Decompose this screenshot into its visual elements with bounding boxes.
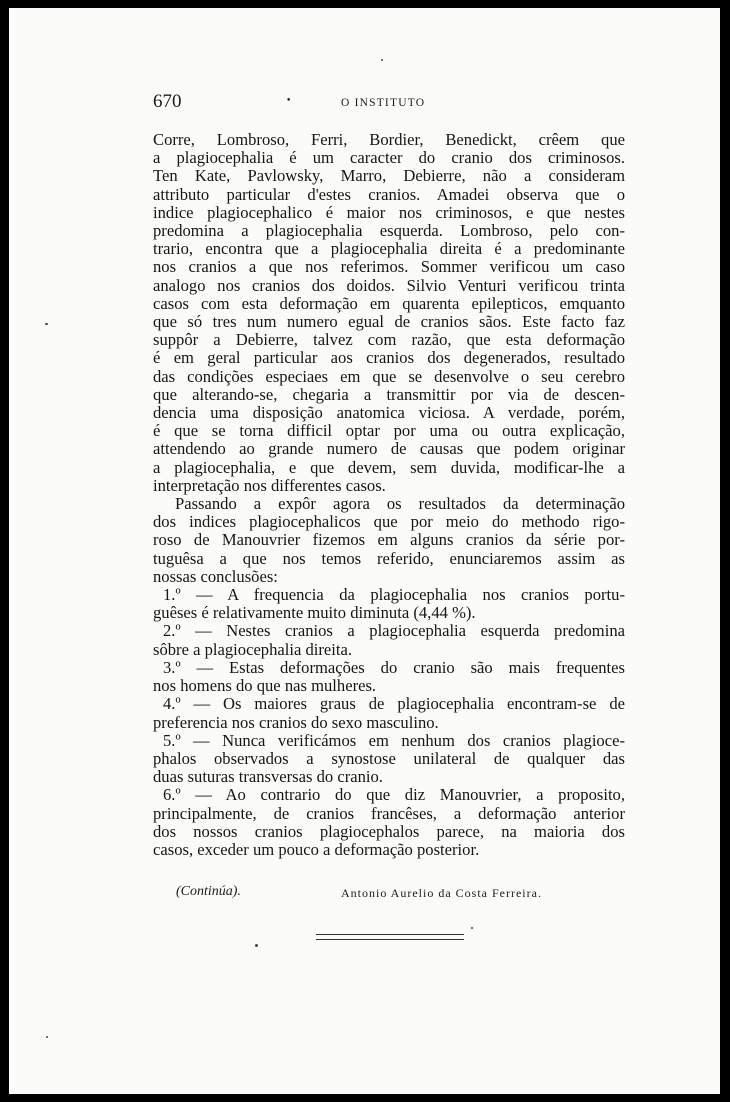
text-line: nos cranios a que nos referimos. Sommer verificou um caso — [153, 258, 625, 277]
text-line: 4.º — Os maiores graus de plagiocephalia encontram-se de — [163, 695, 625, 714]
text-line: sôbre a plagiocephalia direita. — [153, 640, 353, 659]
text-line: Corre, Lombroso, Ferri, Bordier, Benedickt, crêem que — [153, 131, 625, 149]
running-title: O INSTITUTO — [341, 97, 426, 109]
text-line: analogo nos cranios dos doidos. Silvio Venturi verificou trinta — [153, 276, 625, 295]
header-dot: • — [286, 96, 292, 106]
author-signature: Antonio Aurelio da Costa Ferreira. — [341, 886, 542, 900]
text-line: trario, encontra que a plagiocephalia direita é a predominante — [153, 240, 625, 259]
body-text — [153, 131, 625, 859]
text-line: predomina a plagiocephalia esquerda. Lombroso, pelo con- — [153, 222, 625, 241]
continua-note: (Continúa). — [176, 884, 241, 899]
text-line: duas suturas transversas do cranio. — [153, 768, 383, 787]
text-line: das condições especiaes em que se desenvolve o seu cerebro — [153, 367, 625, 386]
text-line: a plagiocephalia, e que devem, sem duvida, modificar-lhe a — [153, 458, 625, 477]
text-line: dencia uma disposição anatomica viciosa. A verdade, porém, — [153, 404, 625, 423]
text-line: a plagiocephalia é um caracter do cranio dos criminosos. — [153, 149, 625, 168]
end-rule — [316, 934, 464, 940]
text-line: Ten Kate, Pavlowsky, Marro, Debierre, não a consideram — [153, 167, 625, 186]
text-line: phalos observados a synostose unilateral de qualquer das — [153, 749, 625, 768]
text-line: nossas conclusões: — [153, 567, 278, 586]
text-line: dos indices plagiocephalicos que por meio do methodo rigo- — [153, 513, 625, 532]
text-line: preferencia nos cranios do sexo masculino. — [153, 713, 439, 732]
text-line: attendendo ao grande numero de causas que podem originar — [153, 440, 625, 459]
text-line: casos com esta deformação em quarenta epilepticos, emquanto — [153, 294, 625, 313]
text-line: Passando a expôr agora os resultados da determinação — [175, 495, 625, 514]
speck — [255, 944, 258, 947]
text-line: é em geral particular aos cranios dos degenerados, resultado — [153, 349, 625, 368]
text-line: dos nossos cranios plagiocephalos parece, na maioria dos — [153, 822, 625, 841]
text-line: tuguêsa a que nos temos referido, enunciaremos assim as — [153, 549, 625, 568]
speck — [381, 59, 383, 61]
page-header — [153, 91, 453, 115]
text-line: interpretação nos differentes casos. — [153, 476, 386, 495]
text-line: 2.º — Nestes cranios a plagiocephalia esquerda predomina — [163, 622, 625, 641]
speck — [45, 323, 48, 325]
text-line: 5.º — Nunca verificámos em nenhum dos cranios plagioce- — [163, 731, 625, 750]
text-line: guêses é relativamente muito diminuta (4,44 %). — [153, 604, 476, 623]
text-line: attributo particular d'estes cranios. Amadei observa que o — [153, 185, 625, 204]
text-line: 1.º — A frequencia da plagiocephalia nos cranios portu- — [163, 586, 625, 605]
text-line: principalmente, de cranios francêses, a deformação anterior — [153, 804, 625, 823]
text-line: que só tres num numero egual de cranios sãos. Este facto faz — [153, 313, 625, 332]
footer-line — [153, 884, 625, 904]
text-line: casos, exceder um pouco a deformação posterior. — [153, 840, 480, 859]
speck — [46, 1036, 48, 1038]
text-line: 3.º — Estas deformações do cranio são mais frequentes — [163, 658, 625, 677]
text-line: 6.º — Ao contrario do que diz Manouvrier, a proposito, — [163, 786, 625, 805]
text-line: nos homens do que nas mulheres. — [153, 677, 377, 696]
text-line: indice plagiocephalico é maior nos criminosos, e que nestes — [153, 203, 625, 222]
text-line: suppôr a Debierre, talvez com razão, que esta deformação — [153, 331, 625, 350]
text-line: que alterando-se, chegaria a transmittir por via de descen- — [153, 385, 625, 404]
speck — [471, 927, 473, 929]
text-line: é que se torna difficil optar por uma ou outra explicação, — [153, 422, 625, 441]
page-number: 670 — [153, 91, 182, 112]
text-line: roso de Manouvrier fizemos em alguns cranios da série por- — [153, 531, 625, 550]
